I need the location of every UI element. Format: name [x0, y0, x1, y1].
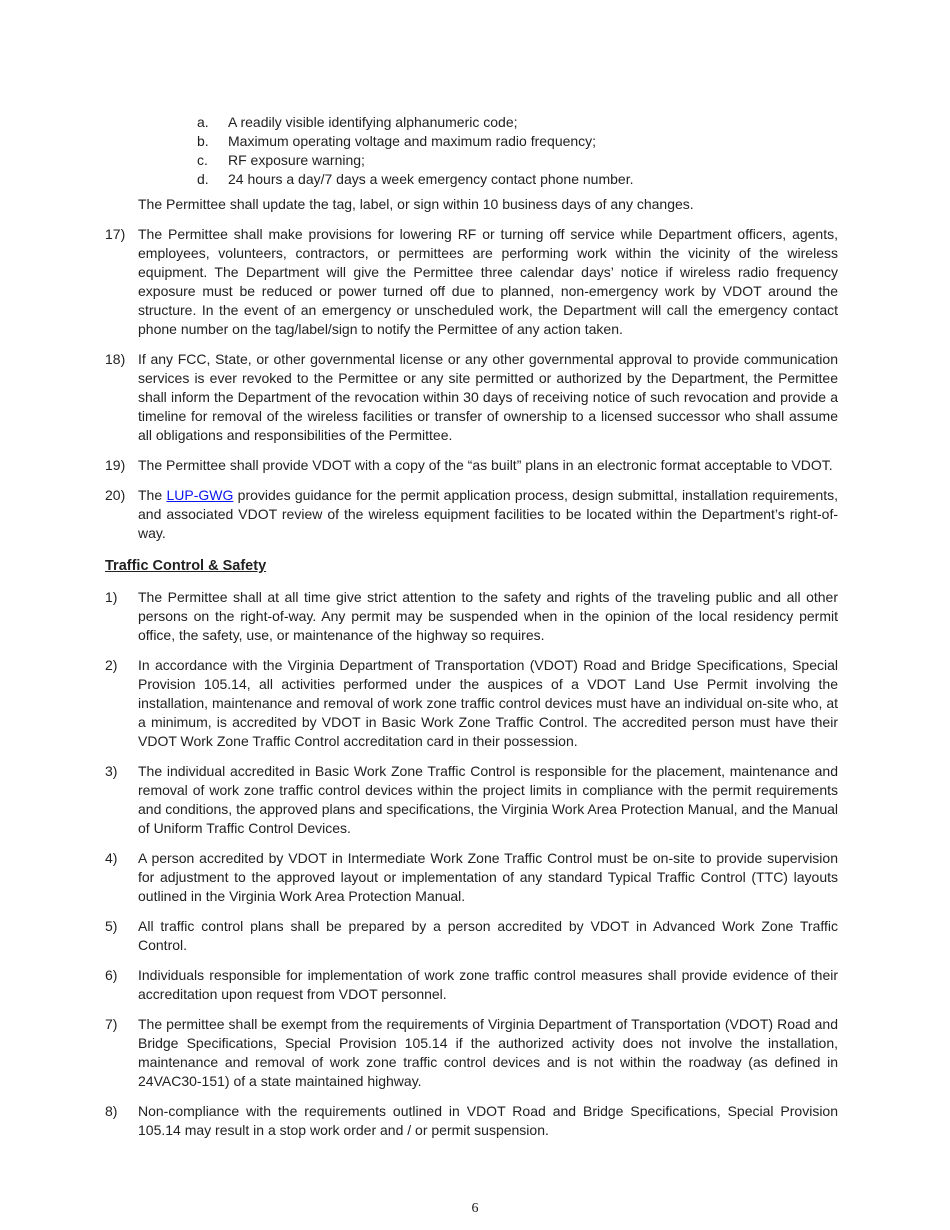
- list-item-marker: d.: [197, 171, 209, 187]
- list-item-text: In accordance with the Virginia Department of Transportation (VDOT) Road and Bridge Specifications, Special Provision 105.14, all activities performed under the auspices of a VDOT Land Use Permit involving the installation, maintenance and removal of work zone traffic control devices must have an individual on-site who, at a minimum, is accredited by VDOT in Basic Work Zone Traffic Control. The accredited person must have their VDOT Work Zone Traffic Control accreditation card in their possession.: [138, 657, 838, 749]
- list-item-text: RF exposure warning;: [228, 152, 365, 168]
- list-item: [197, 151, 838, 170]
- list-item: [197, 132, 838, 151]
- lettered-sub-list: [197, 113, 838, 189]
- list-item: [105, 588, 838, 645]
- list-item-marker: 20): [105, 487, 126, 503]
- closing-paragraph: The Permittee shall update the tag, label, or sign within 10 business days of any changes.: [138, 196, 694, 212]
- list-item-marker: 3): [105, 763, 118, 779]
- list-item: [105, 1015, 838, 1091]
- list-item-marker: 17): [105, 226, 126, 242]
- list-item-marker: 6): [105, 967, 118, 983]
- list-item-text: The Permittee shall make provisions for lowering RF or turning off service while Department officers, agents, employees, volunteers, contractors, or permittees are performing work within the vicinity of the wireless equipment. The Department will give the Permittee three calendar days’ notice if wireless radio frequency exposure must be reduced or power turned off due to planned, non-emergency work by VDOT around the structure. In the event of an emergency or unscheduled work, the Department will call the emergency contact phone number on the tag/label/sign to notify the Permittee of any action taken.: [138, 226, 838, 337]
- list-item-marker: 19): [105, 457, 126, 473]
- list-item-text: A person accredited by VDOT in Intermediate Work Zone Traffic Control must be on-site to provide supervision for adjustment to the approved layout or implementation of any standard Typical Traffic Control (TTC) layouts outlined in the Virginia Work Area Protection Manual.: [138, 850, 838, 904]
- list-item-marker: 4): [105, 850, 118, 866]
- list-item-marker: b.: [197, 133, 209, 149]
- list-item-text: If any FCC, State, or other governmental license or any other governmental approval to provide communication services is ever revoked to the Permittee or any site permitted or authorized by the Department, the Permittee shall inform the Department of the revocation within 30 days of receiving notice of such revocation and provide a timeline for removal of the wireless facilities or transfer of ownership to a licensed successor who shall assume all obligations and responsibilities of the Permittee.: [138, 351, 838, 443]
- list-item-text: The permittee shall be exempt from the requirements of Virginia Department of Transportation (VDOT) Road and Bridge Specifications, Special Provision 105.14 if the authorized activity does not involve the installation, maintenance and removal of work zone traffic control devices and is not within the roadway (as defined in 24VAC30-151) of a state maintained highway.: [138, 1016, 838, 1089]
- list-item-marker: 7): [105, 1016, 118, 1032]
- list-item-text: [138, 486, 838, 543]
- list-item-marker: 8): [105, 1103, 118, 1119]
- list-item-text: 24 hours a day/7 days a week emergency contact phone number.: [228, 171, 634, 187]
- list-item: [105, 225, 838, 339]
- list-item: [105, 966, 838, 1004]
- list-item: [105, 486, 838, 543]
- list-item: [105, 917, 838, 955]
- list-item-text: Non-compliance with the requirements outlined in VDOT Road and Bridge Specifications, Special Provision 105.14 may result in a stop work order and / or permit suspension.: [138, 1103, 838, 1138]
- list-item-text: The Permittee shall at all time give strict attention to the safety and rights of the traveling public and all other persons on the right-of-way. Any permit may be suspended when in the opinion of the local residency permit office, the safety, use, or maintenance of the highway so requires.: [138, 589, 838, 643]
- list-item-text: The individual accredited in Basic Work Zone Traffic Control is responsible for the placement, maintenance and removal of work zone traffic control devices within the project limits in compliance with the permit requirements and conditions, the approved plans and specifications, the Virginia Work Area Protection Manual, and the Manual of Uniform Traffic Control Devices.: [138, 763, 838, 836]
- list-item: [105, 456, 838, 475]
- list-item-marker: 18): [105, 351, 126, 367]
- list-item: [197, 170, 838, 189]
- list-item: [105, 656, 838, 751]
- list-item-marker: 1): [105, 589, 118, 605]
- page-number: 6: [471, 1201, 479, 1216]
- list-item-text: A readily visible identifying alphanumeric code;: [228, 114, 518, 130]
- section-heading: Traffic Control & Safety: [105, 558, 267, 574]
- list-item: [197, 113, 838, 132]
- list-item-text: The Permittee shall provide VDOT with a copy of the “as built” plans in an electronic format acceptable to VDOT.: [138, 457, 833, 473]
- list-item-text: Individuals responsible for implementation of work zone traffic control measures shall provide evidence of their accreditation upon request from VDOT personnel.: [138, 967, 838, 1002]
- list-item: [105, 1102, 838, 1140]
- list-item-marker: 5): [105, 918, 118, 934]
- list-item: [105, 762, 838, 838]
- text-after-link: provides guidance for the permit application process, design submittal, installation requirements, and associated VDOT review of the wireless equipment facilities to be located within the Department’s right-of-way.: [138, 487, 839, 541]
- list-item-text: All traffic control plans shall be prepared by a person accredited by VDOT in Advanced Work Zone Traffic Control.: [138, 918, 838, 953]
- list-item: [105, 849, 838, 906]
- text-before-link: The: [138, 487, 167, 503]
- list-item-text: Maximum operating voltage and maximum radio frequency;: [228, 133, 597, 149]
- lup-gwg-link[interactable]: LUP-GWG: [166, 487, 234, 503]
- list-item-marker: 2): [105, 657, 118, 673]
- list-item-marker: c.: [197, 152, 208, 168]
- list-item: [105, 350, 838, 445]
- list-item-marker: a.: [197, 114, 209, 130]
